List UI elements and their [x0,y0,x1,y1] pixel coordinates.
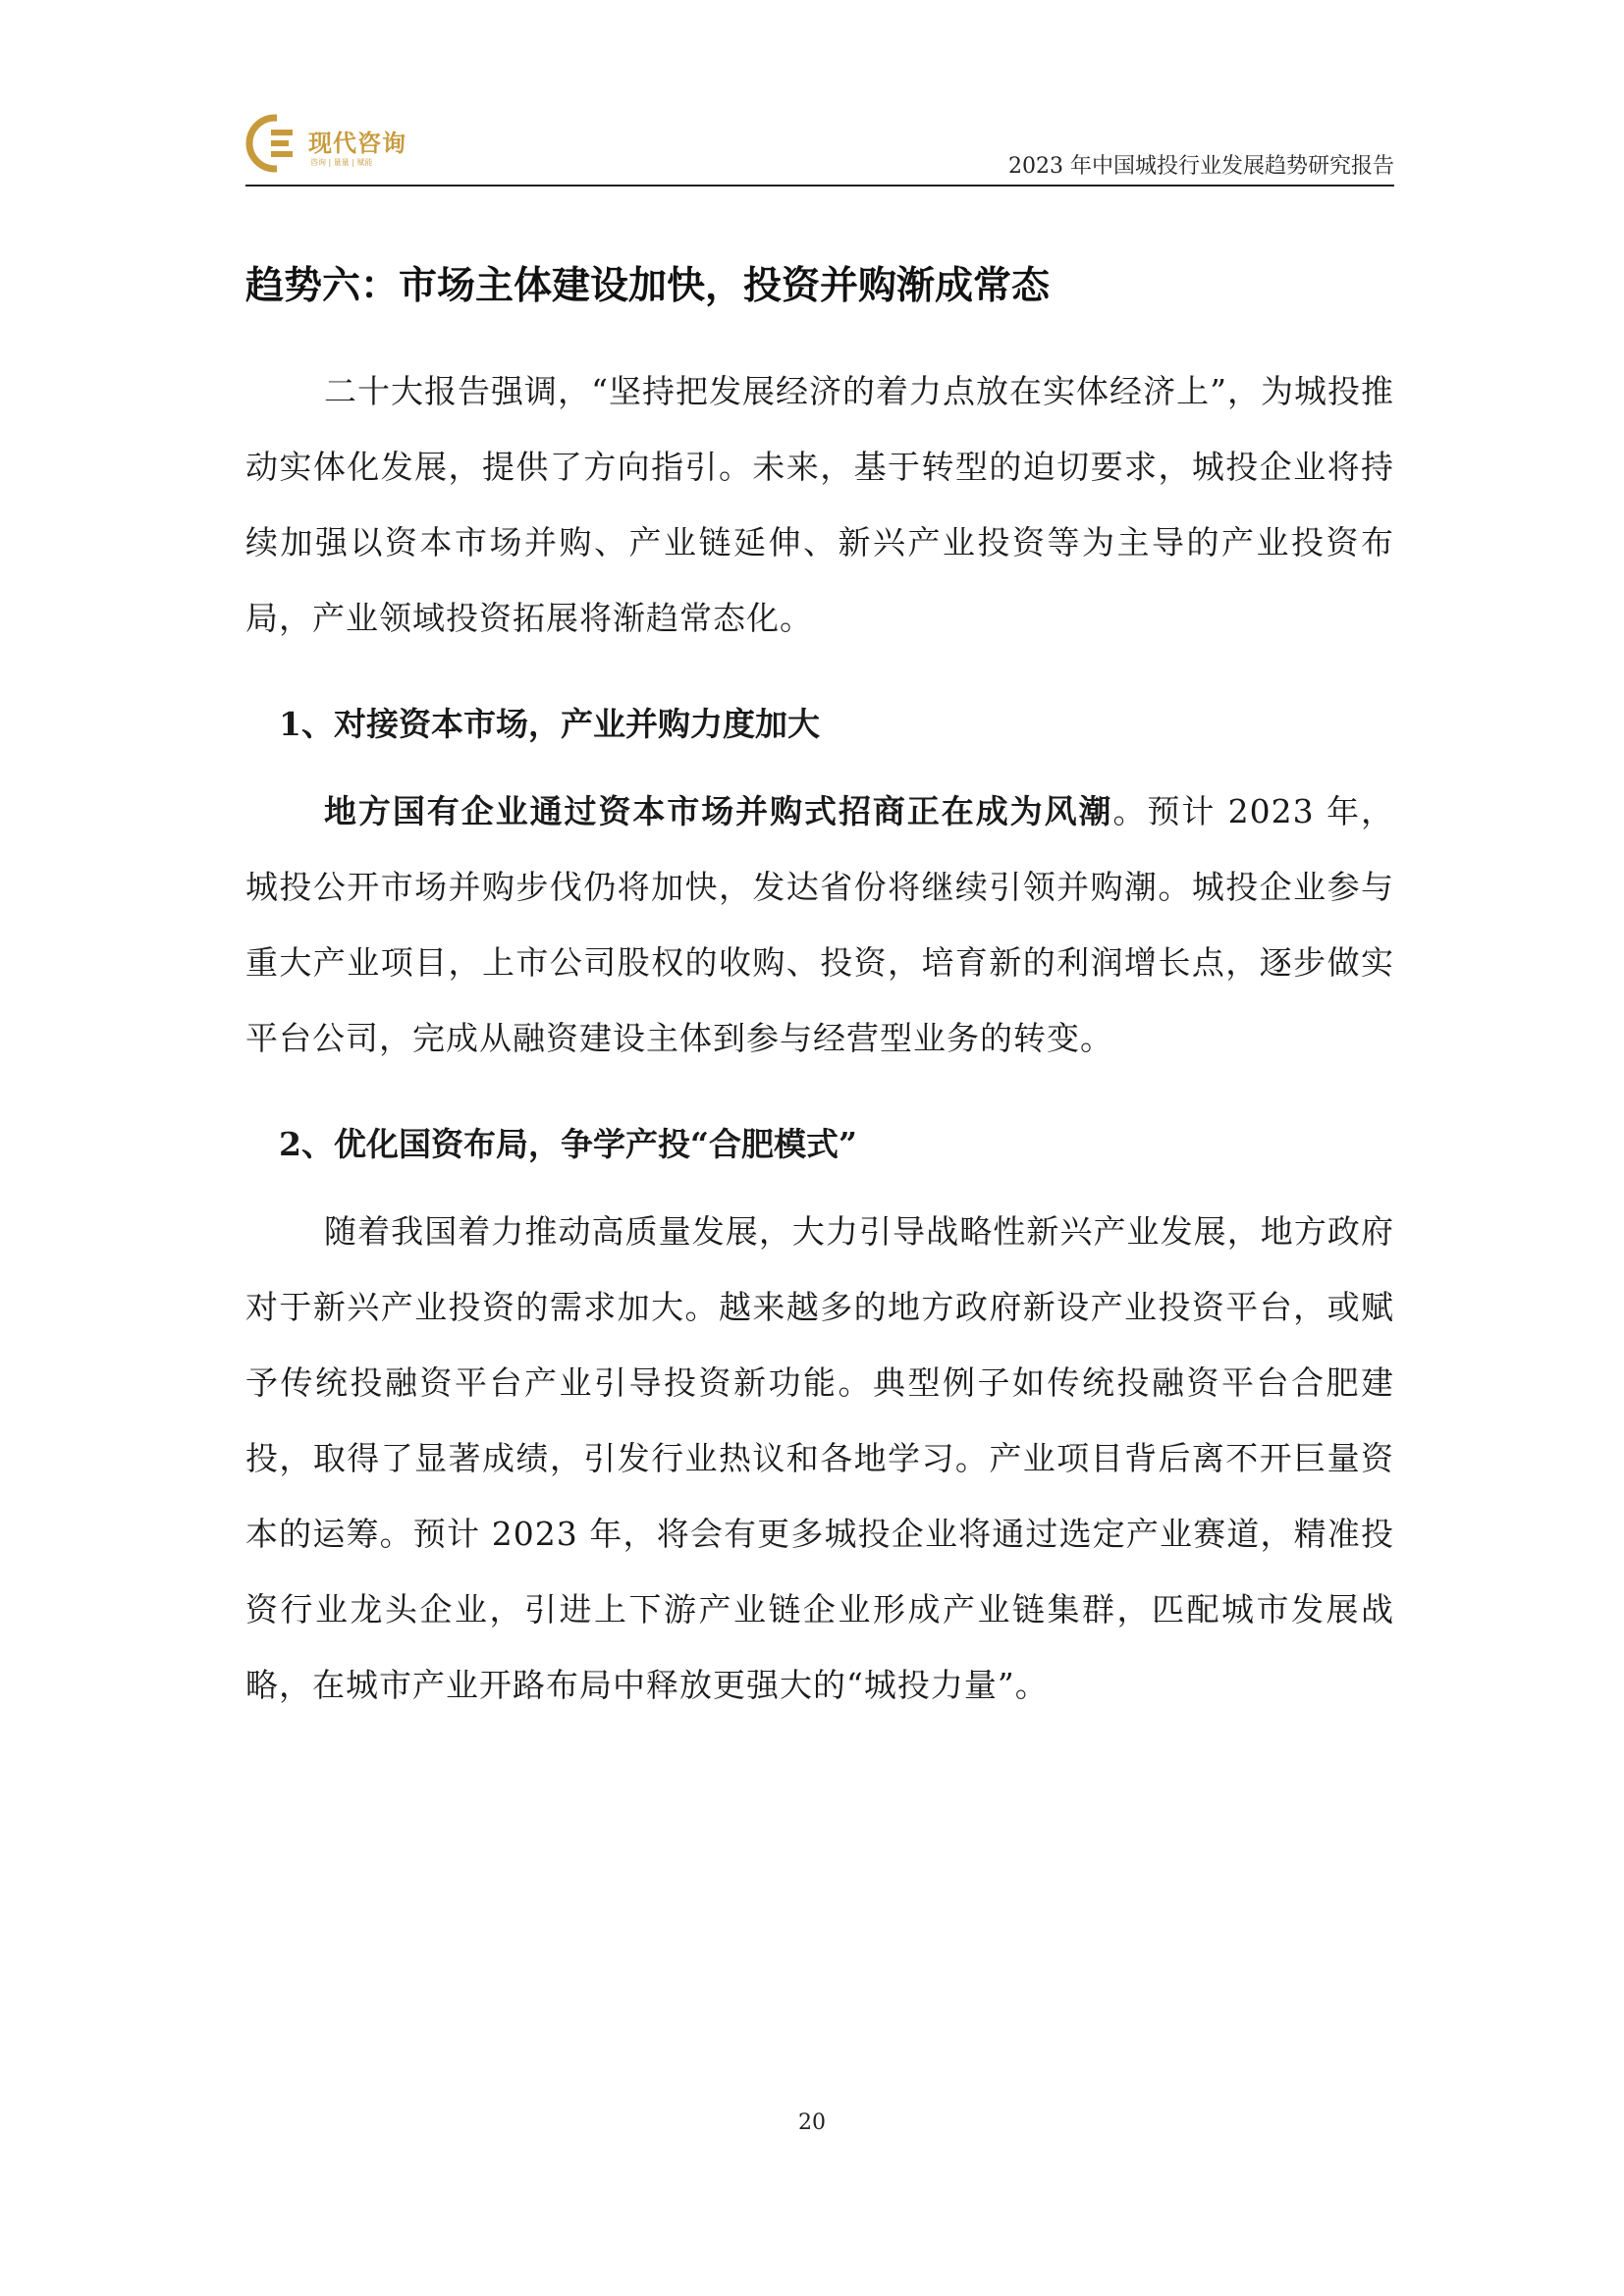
header-divider [245,185,1394,187]
page-number: 20 [798,2110,826,2135]
logo-subtitle: 咨询 | 量量 | 赋能 [310,158,373,167]
subsection-heading-1: 1、对接资本市场，产业并购力度加大 [279,705,820,743]
logo-text: 现代咨询 [308,130,406,157]
paragraph-body: 。预计 2023 年，城投公开市场并购步伐仍将加快，发达省份将继续引领并购潮。城投企业参与重大产业项目，上市公司股权的收购、投资，培育新的利润增长点，逐步做实平台公司，完成从融资建设主体到参与经营型业务的转变。 [245,792,1395,1057]
company-logo [245,106,442,185]
page-header [245,106,1394,189]
logo-mark-icon [245,114,304,173]
section-heading: 趋势六：市场主体建设加快，投资并购渐成常态 [245,264,1051,308]
subsection-paragraph-2: 随着我国着力推动高质量发展，大力引导战略性新兴产业发展，地方政府对于新兴产业投资的需求加大。越来越多的地方政府新设产业投资平台，或赋予传统投融资平台产业引导投资新功能。典型例子如传统投融资平台合肥建投，取得了显著成绩，引发行业热议和各地学习。产业项目背后离不开巨量资本的运筹。预计 2023 年，将会有更多城投企业将通过选定产业赛道，精准投资行业龙头企业，引进上下游产业链企业形成产业链集群，匹配城市发展战略，在城市产业开路布局中释放更强大的“城投力量”。 [245,1212,1394,1704]
paragraph-lead-bold: 地方国有企业通过资本市场并购式招商正在成为风潮 [324,792,1113,830]
subsection-paragraph-1 [245,774,1394,1076]
subsection-heading-2: 2、优化国资布局，争学产投“合肥模式” [279,1125,857,1163]
report-title: 2023 年中国城投行业发展趋势研究报告 [1008,154,1394,179]
main-content [245,257,1394,1723]
section-intro-paragraph: 二十大报告强调，“坚持把发展经济的着力点放在实体经济上”，为城投推动实体化发展，提供了方向指引。未来，基于转型的迫切要求，城投企业将持续加强以资本市场并购、产业链延伸、新兴产业投资等为主导的产业投资布局，产业领域投资拓展将渐趋常态化。 [245,372,1394,637]
